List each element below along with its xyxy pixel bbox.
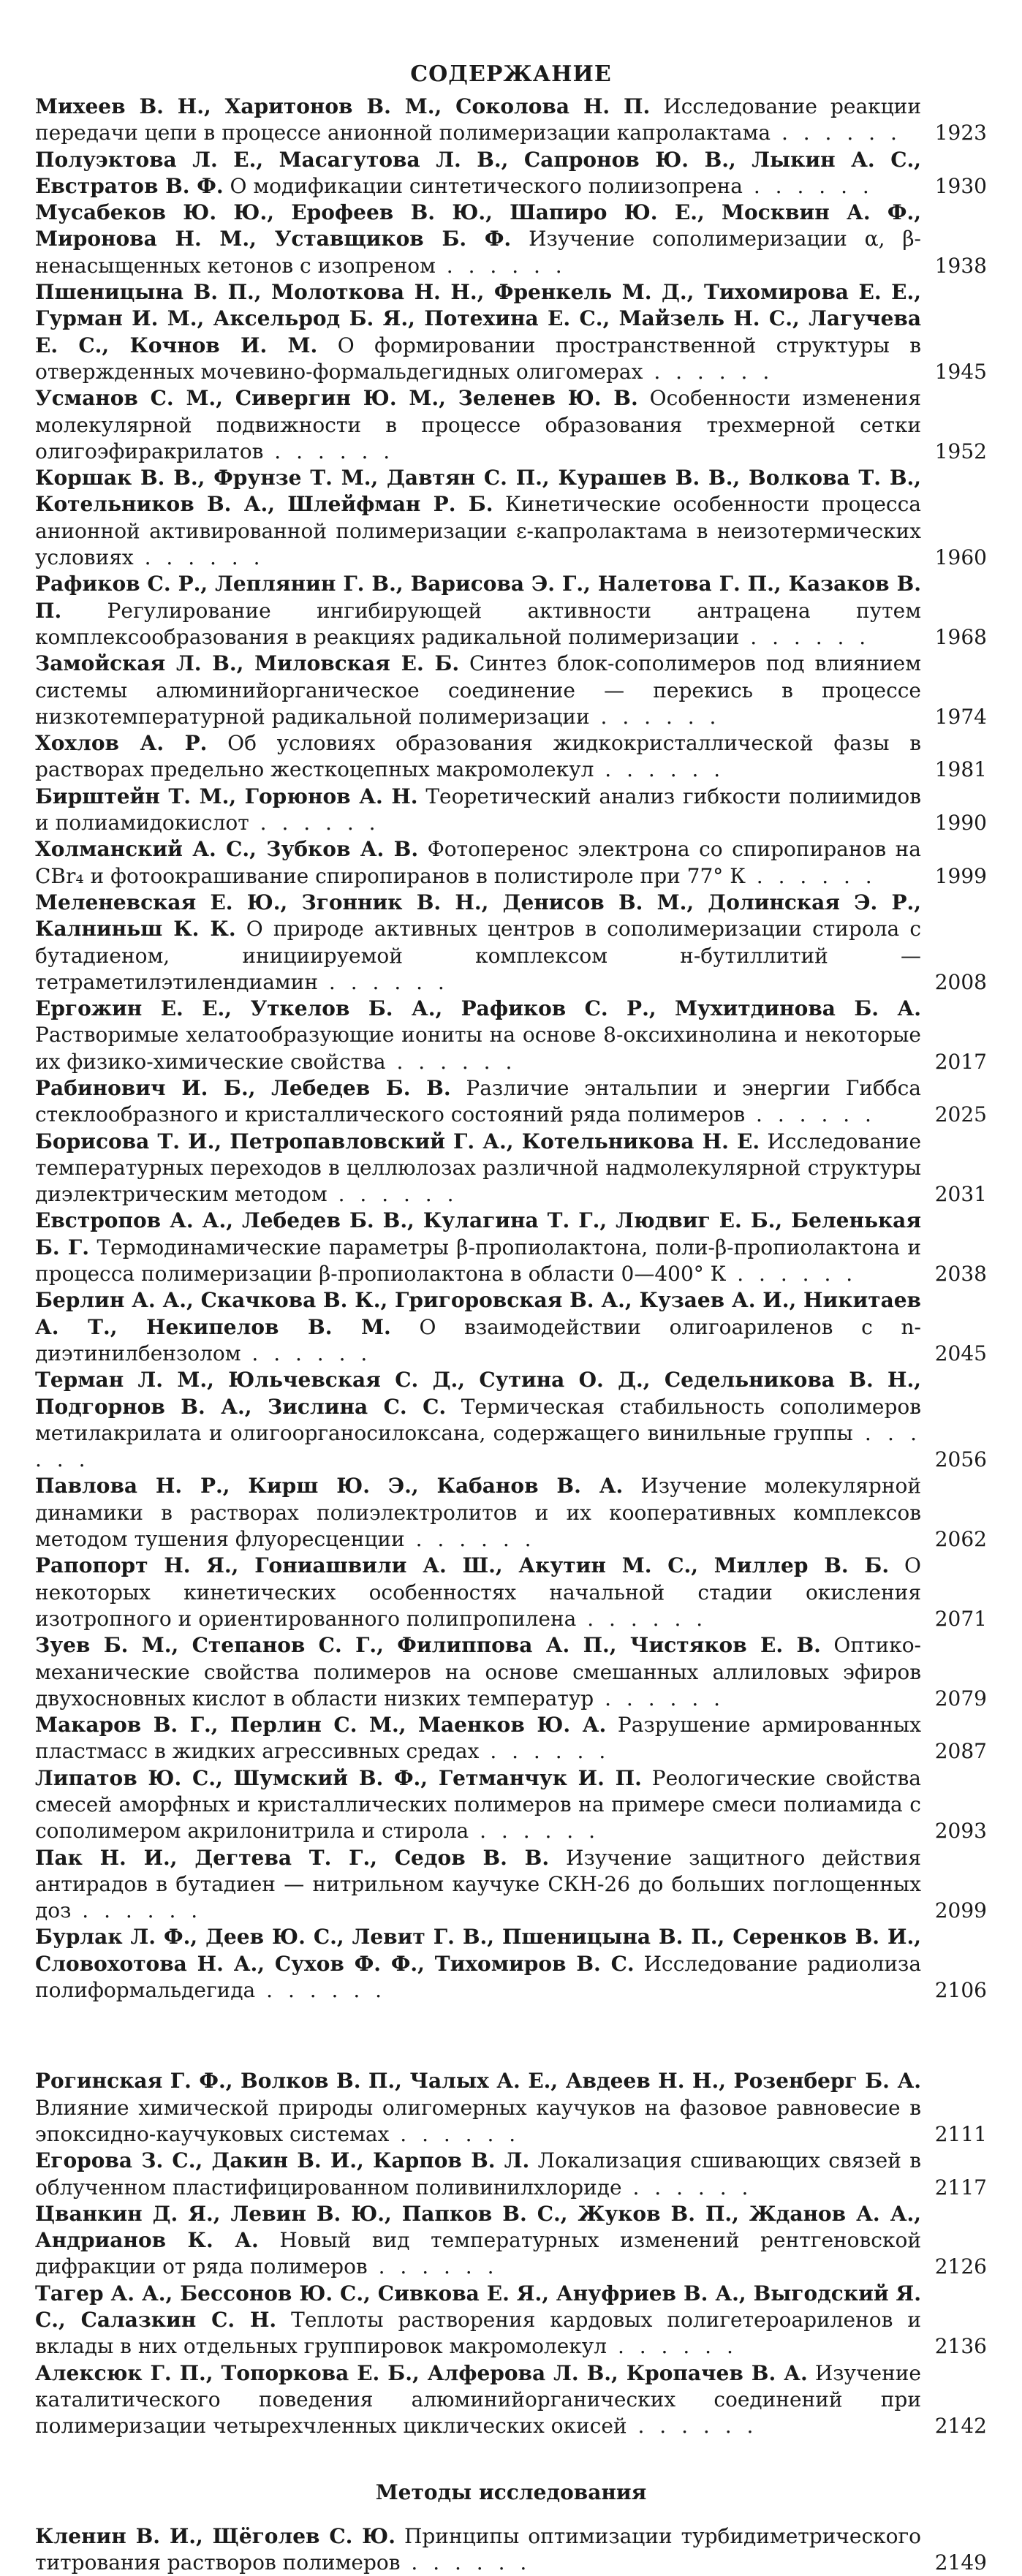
toc-entry[interactable] — [35, 890, 987, 996]
entry-title: Исследование радиолиза полиформальдегида — [35, 1951, 922, 2003]
entry-authors: Зуев Б. М., Степанов С. Г., Филиппова А. П., Чистяков Е. В. — [35, 1633, 821, 1658]
entry-page-number: 2062 — [934, 1527, 987, 1552]
toc-entry[interactable] — [35, 1712, 987, 1765]
entry-page-number: 1981 — [934, 757, 987, 782]
leader-dots: . . . . . . — [594, 757, 725, 782]
entry-page-number: 2025 — [934, 1102, 987, 1127]
entry-title: Исследование температурных переходов в целлюлозах различной надмолекулярной структуры диэлектрическим методом — [35, 1129, 922, 1207]
entry-title: Разрушение армированных пластмасс в жидких агрессивных средах — [35, 1713, 922, 1764]
toc-entry[interactable] — [35, 2201, 987, 2281]
entry-title: Изучение сополимеризации α, β-ненасыщенных кетонов с изопреном — [35, 227, 922, 278]
leader-dots: . . . . . . — [576, 1606, 708, 1631]
entry-authors: Берлин А. А., Скачкова В. К., Григоровская В. А., Кузаев А. И., Никитаев А. Т., Некипелов В. М. — [35, 1288, 921, 1339]
leader-dots: . . . . . . — [607, 2334, 738, 2359]
section-gap — [35, 2004, 987, 2062]
leader-dots: . . . . . . — [385, 1049, 517, 1074]
toc-entry[interactable] — [35, 147, 987, 200]
entry-title: Фотоперенос электрона со спиропиранов на CBr₄ и фотоокрашивание спиропиранов в полистироле при 77° К — [35, 837, 921, 888]
toc-entry[interactable] — [35, 279, 987, 385]
entry-authors: Егорова З. С., Дакин В. И., Карпов В. Л. — [35, 2148, 530, 2173]
leader-dots: . . . . . . — [318, 969, 449, 994]
entry-authors: Борисова Т. И., Петропавловский Г. А., Котельникова Н. Е. — [35, 1129, 760, 1153]
toc-list — [35, 94, 987, 2004]
entry-title: Особенности изменения молекулярной подвижности в процессе образования трехмерной сетки олигоэфиракрилатов — [35, 386, 922, 463]
entry-authors: Усманов С. М., Сивергин Ю. М., Зеленев Ю. В. — [35, 386, 638, 411]
entry-authors: Липатов Ю. С., Шумский В. Ф., Гетманчук И. П. — [35, 1765, 642, 1790]
entry-page-number: 2079 — [934, 1686, 987, 1711]
leader-dots: . . . . . . — [621, 2175, 753, 2200]
entry-page-number: 2087 — [934, 1739, 987, 1764]
entry-title: Влияние химической природы олигомерных каучуков на фазовое равновесие в эпоксидно-каучуковых системах — [35, 2095, 921, 2146]
leader-dots: . . . . . . — [241, 1341, 372, 1365]
toc-entry[interactable] — [35, 385, 987, 465]
contents-heading: СОДЕРЖАНИЕ — [410, 61, 612, 87]
toc-entry[interactable] — [35, 1129, 987, 1208]
entry-title: Теплоты растворения кардовых полигетероариленов и вклады в них отдельных группировок макромолекул — [35, 2308, 921, 2359]
leader-dots: . . . . . . — [249, 811, 380, 836]
toc-entry[interactable] — [35, 200, 987, 279]
leader-dots: . . . . . . — [742, 173, 874, 198]
entry-page-number: 2126 — [934, 2254, 987, 2279]
entry-authors: Бирштейн Т. М., Горюнов А. Н. — [35, 784, 418, 808]
entry-page-number: 1930 — [934, 173, 987, 198]
entry-page-number: 2117 — [934, 2175, 987, 2200]
entry-title: О формировании пространственной структуры в отвержденных мочевино-формальдегидных олигомерах — [35, 333, 922, 384]
entry-title: Оптико-механические свойства полимеров на основе смешанных аллиловых эфиров двухосновных кислот в области низких температур — [35, 1633, 922, 1711]
entry-page-number: 2056 — [934, 1447, 987, 1472]
entry-authors: Хохлов А. Р. — [35, 731, 208, 756]
entry-page-number: 2045 — [934, 1341, 987, 1365]
leader-dots: . . . . . . — [469, 1819, 599, 1844]
entry-title: Принципы оптимизации турбидиметрического титрования растворов полимеров — [35, 2523, 922, 2575]
toc-entry[interactable] — [35, 2360, 987, 2440]
toc-list-methods — [35, 2523, 987, 2576]
entry-title: Растворимые хелатообразующие иониты на основе 8-оксихинолина и некоторые их физико-химические свойства — [35, 1023, 921, 1074]
entry-authors: Меленевская Е. Ю., Згонник В. Н., Денисов В. М., Долинская Э. Р., Калниньш К. К. — [35, 890, 921, 942]
leader-dots: . . . . . . — [133, 545, 265, 570]
leader-dots: . . . . . . — [726, 1262, 858, 1287]
entry-authors: Тагер А. А., Бессонов Ю. С., Сивкова Е. Я., Ануфриев В. А., Выгодский Я. С., Салазкин С. Н. — [35, 2281, 921, 2333]
entry-title: Изучение защитного действия антирадов в бутадиен — нитрильном каучуке СКН-26 до больших поглощенных доз — [35, 1845, 921, 1923]
entry-title: Теоретический анализ гибкости полиимидов и полиамидокислот — [35, 784, 922, 836]
entry-authors: Мусабеков Ю. Ю., Ерофеев В. Ю., Шапиро Ю. Е., Москвин А. Ф., Миронова Н. М., Уставщиков Б. Ф. — [35, 200, 921, 251]
entry-page-number: 1945 — [934, 359, 987, 384]
leader-dots: . . . . . . — [367, 2254, 499, 2279]
toc-entry[interactable] — [35, 784, 987, 837]
toc-entry[interactable] — [35, 1208, 987, 1287]
entry-page-number: 2038 — [934, 1262, 987, 1287]
entry-title: Изучение молекулярной динамики в растворах полиэлектролитов и их кооперативных комплексов методом тушения флуоресценции — [35, 1474, 922, 1552]
entry-page-number: 1952 — [934, 439, 987, 463]
entry-page-number: 2008 — [934, 969, 987, 994]
entry-page-number: 1999 — [934, 863, 987, 888]
entry-authors: Павлова Н. Р., Кирш Ю. Э., Кабанов В. А. — [35, 1474, 624, 1499]
entry-page-number: 1968 — [934, 624, 987, 649]
leader-dots: . . . . . . — [71, 1898, 202, 1923]
entry-authors: Кленин В. И., Щёголев С. Ю. — [35, 2523, 395, 2548]
entry-page-number: 2111 — [934, 2121, 987, 2146]
entry-authors: Полуэктова Л. Е., Масагутова Л. В., Сапронов Ю. В., Лыкин А. С., Евстратов В. Ф. — [35, 147, 921, 198]
leader-dots: . . . . . . — [404, 1527, 536, 1552]
entry-title: О взаимодействии олигоариленов с n-диэтинилбензолом — [35, 1314, 921, 1365]
entry-title: Локализация сшивающих связей в облученном пластифицированном поливинилхлориде — [35, 2148, 922, 2200]
leader-dots: . . . . . . — [627, 2414, 758, 2439]
entry-authors: Бурлак Л. Ф., Деев Ю. С., Левит Г. В., Пшеницына В. П., Серенков В. И., Словохотова Н. А., Сухов Ф. Ф., Тихомиров В. С. — [35, 1925, 921, 1976]
toc-entry[interactable] — [35, 465, 987, 571]
leader-dots: . . . . . . — [400, 2550, 531, 2575]
toc-entry[interactable] — [35, 651, 987, 730]
section-title: Методы исследования — [375, 2480, 647, 2504]
toc-entry[interactable] — [35, 2281, 987, 2360]
entry-authors: Пак Н. И., Дегтева Т. Г., Седов В. В. — [35, 1845, 550, 1870]
toc-entry[interactable] — [35, 1553, 987, 1632]
entry-title: Термодинамические параметры β-пропиолактона, поли-β-пропиолактона и процесса полимеризации β-пропиолактона в области 0—400° К — [35, 1235, 921, 1287]
toc-entry[interactable] — [35, 1287, 987, 1367]
entry-title: Регулирование ингибирующей активности антрацена путем комплексообразования в реакциях радикальной полимеризации — [35, 598, 921, 649]
leader-dots: . . . . . . — [479, 1739, 610, 1764]
toc-entry[interactable] — [35, 94, 987, 147]
entry-authors: Рабинович И. Б., Лебедев Б. В. — [35, 1075, 451, 1100]
entry-title: О природе активных центров в сополимеризации стирола с бутадиеном, инициируемой комплексом н-бутиллитий — тетраметилэтилендиамин — [35, 917, 922, 994]
entry-title: Термическая стабильность сополимеров метилакрилата и олигоорганосилоксана, содержащего винильные группы — [35, 1394, 921, 1445]
entry-title: О некоторых кинетических особенностях начальной стадии окисления изотропного и ориентированного полипропилена — [35, 1553, 921, 1631]
toc-entry[interactable] — [35, 1765, 987, 1845]
entry-authors: Рогинская Г. Ф., Волков В. П., Чалых А. Е., Авдеев Н. Н., Розенберг Б. А. — [35, 2069, 921, 2094]
entry-page-number: 2093 — [934, 1819, 987, 1844]
toc-entry[interactable] — [35, 1845, 987, 1925]
entry-page-number: 1990 — [934, 811, 987, 836]
entry-title: Об условиях образования жидкокристаллической фазы в растворах предельно жесткоцепных макромолекул — [35, 731, 921, 782]
leader-dots: . . . . . . — [745, 1102, 876, 1127]
leader-dots: . . . . . . — [643, 359, 774, 384]
entry-page-number: 2136 — [934, 2334, 987, 2359]
toc-entry[interactable] — [35, 1924, 987, 2004]
leader-dots: . . . . . . — [435, 253, 567, 278]
leader-dots: . . . . . . — [263, 439, 395, 463]
entry-page-number: 2106 — [934, 1978, 987, 2003]
leader-dots: . . . . . . — [589, 704, 721, 729]
entry-authors: Рафиков С. Р., Леплянин Г. В., Варисова Э. Г., Налетова Г. П., Казаков В. П. — [35, 572, 921, 623]
toc-entry[interactable] — [35, 1632, 987, 1712]
entry-title: Новый вид температурных изменений рентгеновской дифракции от ряда полимеров — [35, 2228, 921, 2279]
leader-dots: . . . . . . — [739, 624, 871, 649]
entry-authors: Алексюк Г. П., Топоркова Е. Б., Алферова Л. В., Кропачев В. А. — [35, 2360, 808, 2385]
entry-authors: Терман Л. М., Юльчевская С. Д., Сутина О. Д., Седельникова В. Н., Подгорнов В. А., Зислина С. С. — [35, 1368, 921, 1419]
entry-page-number: 1960 — [934, 545, 987, 570]
entry-title: Исследование реакции передачи цепи в процессе анионной полимеризации капролактама — [35, 94, 921, 145]
toc-entry[interactable] — [35, 2148, 987, 2201]
toc-entry[interactable] — [35, 571, 987, 651]
toc-entry[interactable] — [35, 730, 987, 784]
toc-entry[interactable] — [35, 1473, 987, 1553]
entry-page-number: 2149 — [934, 2550, 987, 2575]
leader-dots: . . . . . . — [745, 863, 877, 888]
toc-list-continued — [35, 2068, 987, 2439]
entry-title: Различие энтальпии и энергии Гиббса стеклообразного и кристаллического состояний ряда полимеров — [35, 1075, 921, 1127]
leader-dots: . . . . . . — [594, 1686, 725, 1711]
leader-dots: . . . . . . — [327, 1182, 458, 1207]
entry-title: Синтез блок-сополимеров под влиянием системы алюминийорганическое соединение — перекись в процессе низкотемпературной радикальной полимеризации — [35, 651, 921, 729]
entry-page-number: 2071 — [934, 1606, 987, 1631]
toc-entry[interactable] — [35, 1367, 987, 1473]
entry-page-number: 2031 — [934, 1182, 987, 1207]
entry-page-number: 1923 — [934, 121, 987, 145]
toc-entry[interactable] — [35, 836, 987, 890]
leader-dots: . . . . . . — [255, 1978, 387, 2003]
entry-title: О модификации синтетического полиизопрена — [230, 173, 743, 198]
entry-authors: Рапопорт Н. Я., Гониашвили А. Ш., Акутин М. С., Миллер В. Б. — [35, 1553, 890, 1578]
entry-title: Реологические свойства смесей аморфных и кристаллических полимеров на примере смеси полиамида с сополимером акрилонитрила и стирола — [35, 1765, 921, 1844]
entry-authors: Пшеницына В. П., Молоткова Н. Н., Френкель М. Д., Тихомирова Е. Е., Гурман И. М., Аксельрод Б. Я., Потехина Е. С., Майзель Н. С., Лагучева Е. С., Кочнов И. М. — [35, 280, 921, 357]
contents-page — [35, 0, 987, 2576]
toc-entry[interactable] — [35, 2068, 987, 2148]
entry-authors: Холманский А. С., Зубков А. В. — [35, 837, 419, 862]
entry-authors: Замойская Л. В., Миловская Е. Б. — [35, 651, 460, 676]
leader-dots: . . . . . . — [35, 1420, 921, 1472]
entry-page-number: 2142 — [934, 2414, 987, 2439]
entry-page-number: 1938 — [934, 253, 987, 278]
entry-authors: Коршак В. В., Фрунзе Т. М., Давтян С. П., Курашев В. В., Волкова Т. В., Котельников В. А., Шлейфман Р. Б. — [35, 466, 921, 517]
entry-authors: Михеев В. Н., Харитонов В. М., Соколова Н. П. — [35, 94, 651, 118]
toc-entry[interactable] — [35, 1075, 987, 1129]
toc-entry[interactable] — [35, 2523, 987, 2576]
entry-authors: Цванкин Д. Я., Левин В. Ю., Папков В. С., Жуков В. П., Жданов А. А., Андрианов К. А. — [35, 2201, 921, 2253]
entry-title: Изучение каталитического поведения алюминийорганических соединений при полимеризации четырехчленных циклических окисей — [35, 2360, 921, 2439]
leader-dots: . . . . . . — [389, 2121, 521, 2146]
toc-entry[interactable] — [35, 996, 987, 1075]
entry-authors: Евстропов А. А., Лебедев Б. В., Кулагина Т. Г., Людвиг Е. Б., Беленькая Б. Г. — [35, 1208, 921, 1259]
entry-page-number: 2017 — [934, 1049, 987, 1074]
entry-title: Кинетические особенности процесса анионной активированной полимеризации ε-капролактама в неизотермических условиях — [35, 492, 921, 570]
entry-page-number: 1974 — [934, 704, 987, 729]
entry-page-number: 2099 — [934, 1898, 987, 1923]
entry-authors: Ергожин Е. Е., Уткелов Б. А., Рафиков С. Р., Мухитдинова Б. А. — [35, 996, 921, 1021]
leader-dots: . . . . . . — [771, 121, 901, 145]
entry-authors: Макаров В. Г., Перлин С. М., Маенков Ю. А. — [35, 1713, 607, 1738]
